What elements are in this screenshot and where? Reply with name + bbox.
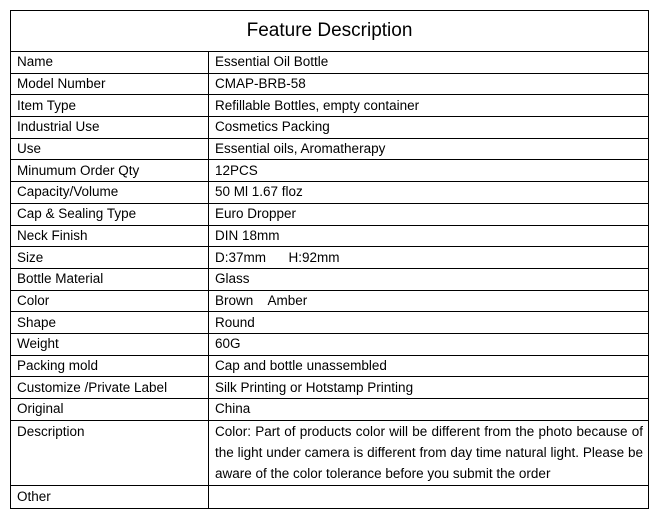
row-value: D:37mm H:92mm [209, 247, 649, 269]
row-value: Euro Dropper [209, 203, 649, 225]
row-value: CMAP-BRB-58 [209, 73, 649, 95]
table-row [11, 377, 649, 399]
row-value: Round [209, 312, 649, 334]
table-row [11, 203, 649, 225]
row-value: Essential Oil Bottle [209, 52, 649, 74]
row-key: Capacity/Volume [11, 182, 209, 204]
row-value: Brown Amber [209, 290, 649, 312]
table-row [11, 312, 649, 334]
table-row [11, 225, 649, 247]
table-title: Feature Description [11, 11, 649, 52]
row-key: Use [11, 138, 209, 160]
table-row [11, 399, 649, 421]
row-key: Name [11, 52, 209, 74]
row-key: Size [11, 247, 209, 269]
row-value: China [209, 399, 649, 421]
row-value: Cap and bottle unassembled [209, 355, 649, 377]
row-value: 12PCS [209, 160, 649, 182]
row-value: Cosmetics Packing [209, 117, 649, 139]
row-key: Industrial Use [11, 117, 209, 139]
row-key: Color [11, 290, 209, 312]
row-key: Customize /Private Label [11, 377, 209, 399]
row-key: Item Type [11, 95, 209, 117]
row-key: Packing mold [11, 355, 209, 377]
table-row [11, 73, 649, 95]
row-key: Model Number [11, 73, 209, 95]
row-value: Color: Part of products color will be different from the photo because of the light under camera is different from day time natural light. Please be aware of the color tolerance before you submit the order [209, 420, 649, 485]
row-value: Glass [209, 268, 649, 290]
row-key: Weight [11, 333, 209, 355]
row-key: Neck Finish [11, 225, 209, 247]
title-row [11, 11, 649, 52]
table-row [11, 485, 649, 508]
row-value: Refillable Bottles, empty container [209, 95, 649, 117]
table-row [11, 182, 649, 204]
feature-table [10, 10, 649, 509]
row-key: Original [11, 399, 209, 421]
table-row [11, 138, 649, 160]
table-row [11, 355, 649, 377]
row-key: Shape [11, 312, 209, 334]
table-row [11, 117, 649, 139]
table-row-description [11, 420, 649, 485]
table-row [11, 290, 649, 312]
table-row [11, 333, 649, 355]
row-value: 60G [209, 333, 649, 355]
feature-description-sheet [10, 10, 648, 504]
table-row [11, 268, 649, 290]
table-row [11, 95, 649, 117]
table-row [11, 52, 649, 74]
row-key: Minumum Order Qty [11, 160, 209, 182]
row-key: Other [11, 485, 209, 508]
row-value: Silk Printing or Hotstamp Printing [209, 377, 649, 399]
table-row [11, 247, 649, 269]
table-row [11, 160, 649, 182]
row-value: 50 Ml 1.67 floz [209, 182, 649, 204]
row-key: Description [11, 420, 209, 485]
row-value: DIN 18mm [209, 225, 649, 247]
row-value: Essential oils, Aromatherapy [209, 138, 649, 160]
row-value [209, 485, 649, 508]
row-key: Bottle Material [11, 268, 209, 290]
row-key: Cap & Sealing Type [11, 203, 209, 225]
